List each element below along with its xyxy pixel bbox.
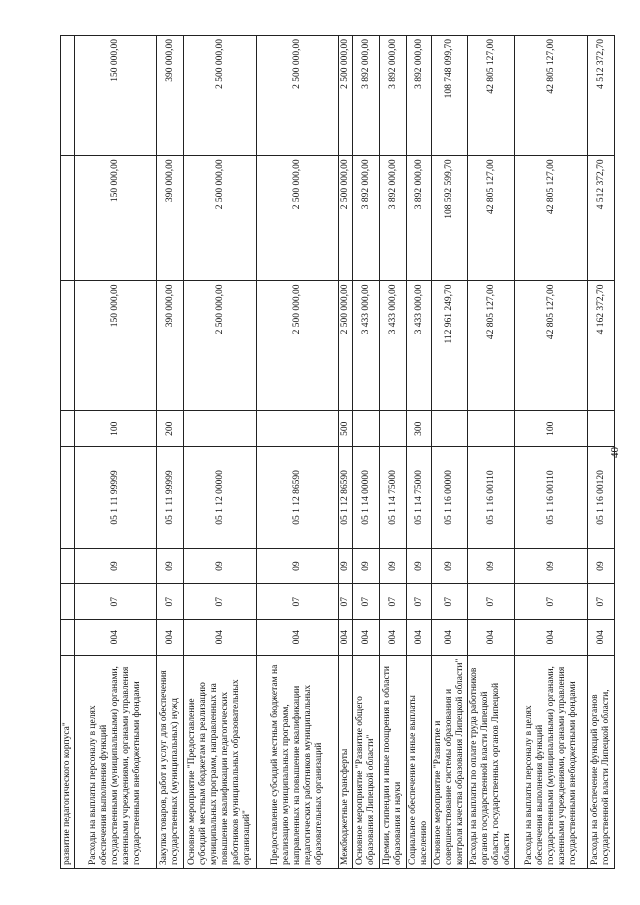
cell-grbs: 004 <box>75 619 157 655</box>
table-row <box>432 36 468 869</box>
row-name: Основное мероприятие "Развитие и совершенствование системы образования и контроля качества образования Липецкой области" <box>432 655 468 868</box>
cell-sum-2: 150 000,00 <box>75 156 157 281</box>
cell-sum-1: 112 961 249,70 <box>432 281 468 411</box>
cell-sum-2: 4 512 372,70 <box>588 156 615 281</box>
cell-subsection: 09 <box>515 548 588 584</box>
cell-sum-2: 3 892 000,00 <box>407 156 432 281</box>
table-row <box>75 36 157 869</box>
row-name: Основное мероприятие "Развитие общего образования Липецкой области" <box>353 655 380 868</box>
cell-subsection: 09 <box>588 548 615 584</box>
cell-grbs: 004 <box>380 619 407 655</box>
cell-expense-type: 500 <box>339 411 353 447</box>
cell-subsection: 09 <box>380 548 407 584</box>
cell-target-article: 05 1 11 99999 <box>157 447 184 549</box>
cell-sum-1: 3 433 000,00 <box>380 281 407 411</box>
cell-sum-2: 2 500 000,00 <box>339 156 353 281</box>
cell-expense-type <box>184 411 257 447</box>
cell-target-article: 05 1 14 75000 <box>380 447 407 549</box>
table-row <box>515 36 588 869</box>
cell-sum-2: 3 892 000,00 <box>380 156 407 281</box>
cell-section: 07 <box>432 584 468 620</box>
cell-sum-2: 42 805 127,00 <box>468 156 515 281</box>
cell-sum-3: 2 500 000,00 <box>184 36 257 156</box>
table-row <box>61 36 75 869</box>
row-name: развитие педагогического корпуса" <box>61 655 75 868</box>
cell-section: 07 <box>75 584 157 620</box>
cell-sum-3: 42 805 127,00 <box>468 36 515 156</box>
cell-expense-type <box>61 411 75 447</box>
cell-grbs: 004 <box>257 619 339 655</box>
row-name: Предоставление субсидий местным бюджетам на реализацию муниципальных программ, направленных на повышение квалификации педагогических работников муниципальных образовательных организаций <box>257 655 339 868</box>
cell-section: 07 <box>468 584 515 620</box>
cell-sum-1 <box>61 281 75 411</box>
cell-sum-1: 150 000,00 <box>75 281 157 411</box>
cell-target-article: 05 1 12 00000 <box>184 447 257 549</box>
table-row <box>184 36 257 869</box>
cell-subsection: 09 <box>407 548 432 584</box>
cell-section: 07 <box>339 584 353 620</box>
cell-section: 07 <box>157 584 184 620</box>
cell-subsection: 09 <box>353 548 380 584</box>
cell-sum-3: 3 892 000,00 <box>353 36 380 156</box>
table-row <box>257 36 339 869</box>
row-name: Расходы на выплаты персоналу в целях обеспечения выполнения функций государственными (муниципальными) органами, казенными учреждениями, органами управления государственными внебюджетными фондами <box>515 655 588 868</box>
cell-sum-3: 2 500 000,00 <box>339 36 353 156</box>
cell-sum-3: 4 512 372,70 <box>588 36 615 156</box>
cell-expense-type: 200 <box>157 411 184 447</box>
row-name: Расходы на выплаты персоналу в целях обеспечения выполнения функций государственными (муниципальными) органами, казенными учреждениями, органами управления государственными внебюджетными фондами <box>75 655 157 868</box>
cell-sum-3: 150 000,00 <box>75 36 157 156</box>
cell-expense-type <box>380 411 407 447</box>
cell-target-article: 05 1 12 86590 <box>257 447 339 549</box>
cell-sum-2 <box>61 156 75 281</box>
cell-target-article: 05 1 16 00110 <box>468 447 515 549</box>
table-row <box>468 36 515 869</box>
cell-grbs: 004 <box>339 619 353 655</box>
cell-expense-type: 100 <box>75 411 157 447</box>
cell-grbs: 004 <box>588 619 615 655</box>
cell-section: 07 <box>353 584 380 620</box>
cell-subsection: 09 <box>184 548 257 584</box>
cell-section: 07 <box>380 584 407 620</box>
table-body <box>61 36 615 869</box>
cell-sum-2: 2 500 000,00 <box>257 156 339 281</box>
cell-section: 07 <box>184 584 257 620</box>
cell-target-article: 05 1 14 75000 <box>407 447 432 549</box>
cell-sum-3: 2 500 000,00 <box>257 36 339 156</box>
cell-section: 07 <box>257 584 339 620</box>
cell-sum-1: 42 805 127,00 <box>515 281 588 411</box>
cell-sum-2: 3 892 000,00 <box>353 156 380 281</box>
cell-sum-3: 42 805 127,00 <box>515 36 588 156</box>
cell-sum-1: 4 162 372,70 <box>588 281 615 411</box>
cell-expense-type <box>468 411 515 447</box>
cell-target-article: 05 1 12 86590 <box>339 447 353 549</box>
cell-sum-1: 2 500 000,00 <box>257 281 339 411</box>
table-row <box>588 36 615 869</box>
cell-expense-type: 100 <box>515 411 588 447</box>
cell-section: 07 <box>588 584 615 620</box>
cell-sum-3: 3 892 000,00 <box>380 36 407 156</box>
cell-expense-type <box>588 411 615 447</box>
cell-section: 07 <box>407 584 432 620</box>
cell-grbs: 004 <box>157 619 184 655</box>
cell-subsection <box>61 548 75 584</box>
table-row <box>380 36 407 869</box>
cell-subsection: 09 <box>432 548 468 584</box>
cell-sum-1: 3 433 000,00 <box>407 281 432 411</box>
cell-sum-1: 2 500 000,00 <box>184 281 257 411</box>
cell-target-article: 05 1 11 99999 <box>75 447 157 549</box>
cell-section: 07 <box>515 584 588 620</box>
cell-sum-3 <box>61 36 75 156</box>
cell-target-article: 05 1 16 00120 <box>588 447 615 549</box>
cell-target-article: 05 1 14 00000 <box>353 447 380 549</box>
cell-section <box>61 584 75 620</box>
row-name: Расходы на выплаты по оплате труда работников органов государственной власти Липецкой области, государственных органов Липецкой области <box>468 655 515 868</box>
cell-sum-3: 108 748 099,70 <box>432 36 468 156</box>
cell-sum-1: 3 433 000,00 <box>353 281 380 411</box>
row-name: Межбюджетные трансферты <box>339 655 353 868</box>
row-name: Основное мероприятие "Предоставление субсидий местным бюджетам на реализацию муниципальных программ, направленных на повышение квалификации педагогических работников муниципальных образовательных организаций" <box>184 655 257 868</box>
cell-sum-2: 42 805 127,00 <box>515 156 588 281</box>
budget-table <box>60 35 615 869</box>
cell-sum-1: 2 500 000,00 <box>339 281 353 411</box>
cell-sum-1: 42 805 127,00 <box>468 281 515 411</box>
cell-grbs: 004 <box>407 619 432 655</box>
cell-sum-2: 2 500 000,00 <box>184 156 257 281</box>
cell-expense-type <box>353 411 380 447</box>
row-name: Закупка товаров, работ и услуг для обеспечения государственных (муниципальных) нужд <box>157 655 184 868</box>
cell-subsection: 09 <box>157 548 184 584</box>
cell-sum-3: 390 000,00 <box>157 36 184 156</box>
cell-grbs <box>61 619 75 655</box>
cell-sum-3: 3 892 000,00 <box>407 36 432 156</box>
row-name: Премии, стипендии и иные поощрения в области образования и науки <box>380 655 407 868</box>
cell-target-article <box>61 447 75 549</box>
cell-grbs: 004 <box>184 619 257 655</box>
cell-target-article: 05 1 16 00110 <box>515 447 588 549</box>
cell-expense-type <box>432 411 468 447</box>
row-name: Расходы на обеспечение функций органов государственной власти Липецкой области, <box>588 655 615 868</box>
cell-grbs: 004 <box>468 619 515 655</box>
table-row <box>407 36 432 869</box>
table-row <box>353 36 380 869</box>
cell-grbs: 004 <box>353 619 380 655</box>
cell-subsection: 09 <box>257 548 339 584</box>
cell-sum-2: 108 592 599,70 <box>432 156 468 281</box>
cell-target-article: 05 1 16 00000 <box>432 447 468 549</box>
cell-subsection: 09 <box>339 548 353 584</box>
row-name: Социальное обеспечение и иные выплаты населению <box>407 655 432 868</box>
cell-subsection: 09 <box>468 548 515 584</box>
cell-sum-2: 390 000,00 <box>157 156 184 281</box>
table-row <box>339 36 353 869</box>
cell-expense-type: 300 <box>407 411 432 447</box>
cell-subsection: 09 <box>75 548 157 584</box>
page-number: 40 <box>609 447 621 458</box>
cell-sum-1: 390 000,00 <box>157 281 184 411</box>
cell-grbs: 004 <box>432 619 468 655</box>
table-row <box>157 36 184 869</box>
cell-expense-type <box>257 411 339 447</box>
cell-grbs: 004 <box>515 619 588 655</box>
